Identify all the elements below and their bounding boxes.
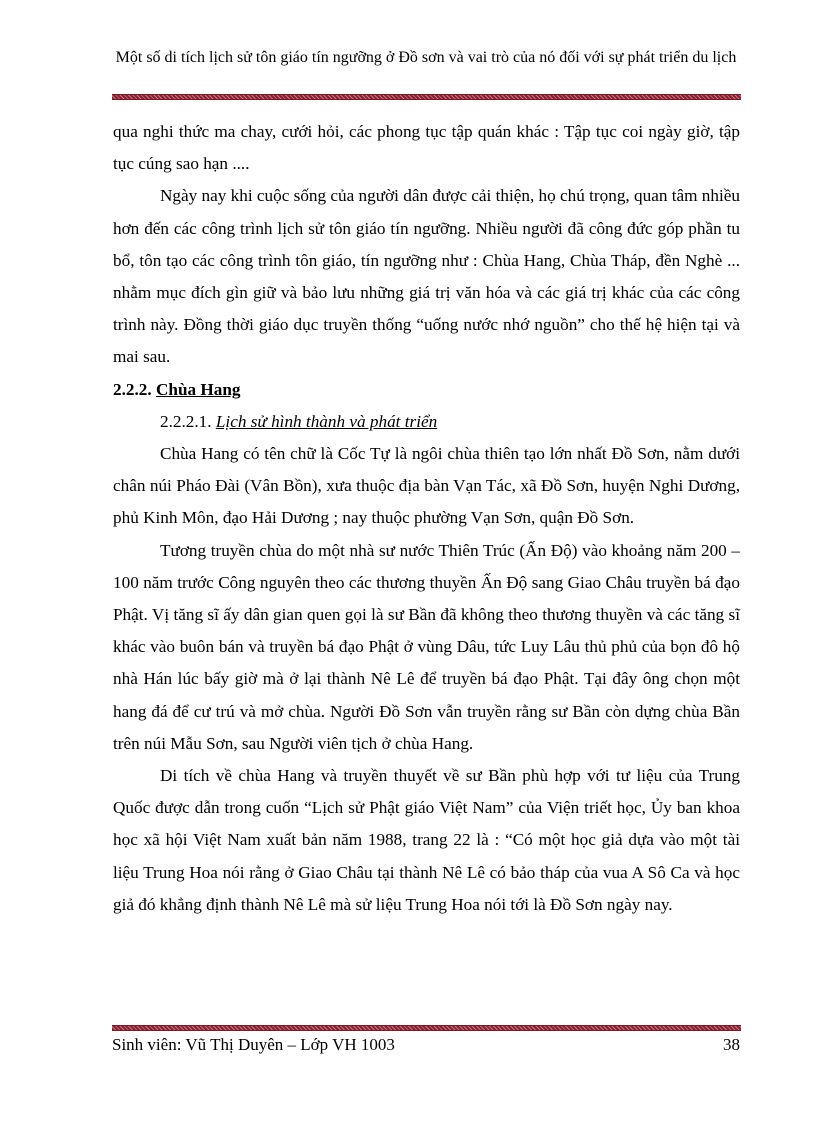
subsection-heading (113, 406, 740, 438)
section-heading (113, 374, 740, 406)
paragraph-3: Chùa Hang có tên chữ là Cốc Tự là ngôi chùa thiên tạo lớn nhất Đồ Sơn, nằm dưới chân núi Pháo Đài (Vân Bồn), xưa thuộc địa bàn Vạn Tác, xã Đồ Sơn, huyện Nghi Dương, phủ Kinh Môn, đạo Hải Dương ; nay thuộc phường Vạn Sơn, quận Đồ Sơn. (113, 444, 740, 528)
section-number: 2.2.2. (113, 379, 152, 399)
subsection-title: Lịch sử hình thành và phát triển (215, 411, 438, 431)
subsection-number: 2.2.2.1. (160, 411, 212, 431)
page-header-title: Một số di tích lịch sử tôn giáo tín ngưỡng ở Đồ sơn và vai trò của nó đối với sự phát triển du lịch (115, 49, 737, 66)
paragraph-2: Ngày nay khi cuộc sống của người dân được cải thiện, họ chú trọng, quan tâm nhiều hơn đến các công trình lịch sử tôn giáo tín ngưỡng. Nhiều người đã công đức góp phần tu bổ, tôn tạo các công trình tôn giáo, tín ngưỡng như : Chùa Hang, Chùa Tháp, đền Nghè ... nhằm mục đích gìn giữ và bảo lưu những giá trị văn hóa và các giá trị khác của các công trình này. Đồng thời giáo dục truyền thống “uống nước nhớ nguồn” cho thế hệ hiện tại và mai sau. (113, 186, 740, 367)
page-number: 38 (723, 1035, 740, 1054)
footer-student: Sinh viên: Vũ Thị Duyên – Lớp VH 1003 (112, 1035, 395, 1054)
paragraph-4: Tương truyền chùa do một nhà sư nước Thiên Trúc (Ấn Độ) vào khoảng năm 200 – 100 năm trước Công nguyên theo các thương thuyền Ấn Độ sang Giao Châu truyền bá đạo Phật. Vị tăng sĩ ấy dân gian quen gọi là sư Bần đã không theo thương thuyền và các tăng sĩ khác vào buôn bán và truyền bá đạo Phật ở vùng Dâu, tức Luy Lâu thủ phủ của bọn đô hộ nhà Hán lúc bấy giờ mà ở lại thành Nê Lê để truyền bá đạo Phật. Tại đây ông chọn một hang đá để cư trú và mở chùa. Người Đồ Sơn vẫn truyền rằng sư Bần còn dựng chùa Bần trên núi Mẫu Sơn, sau Người viên tịch ở chùa Hang. (113, 540, 740, 753)
footer-divider (112, 1025, 741, 1031)
section-title: Chùa Hang (155, 379, 241, 399)
header-divider (112, 94, 741, 100)
paragraph-5: Di tích về chùa Hang và truyền thuyết về sư Bần phù hợp với tư liệu của Trung Quốc được dẫn trong cuốn “Lịch sử Phật giáo Việt Nam” của Viện triết học, Ủy ban khoa học xã hội Việt Nam xuất bản năm 1988, trang 22 là : “Có một học giả dựa vào một tài liệu Trung Hoa nói rằng ở Giao Châu tại thành Nê Lê có bảo tháp của vua A Sô Ca và học giả đó khẳng định thành Nê Lê mà sử liệu Trung Hoa nói tới là Đồ Sơn ngày nay. (113, 766, 740, 914)
paragraph-1: qua nghi thức ma chay, cưới hỏi, các phong tục tập quán khác : Tập tục coi ngày giờ, tập tục cúng sao hạn .... (113, 122, 740, 174)
document-body (113, 116, 740, 921)
